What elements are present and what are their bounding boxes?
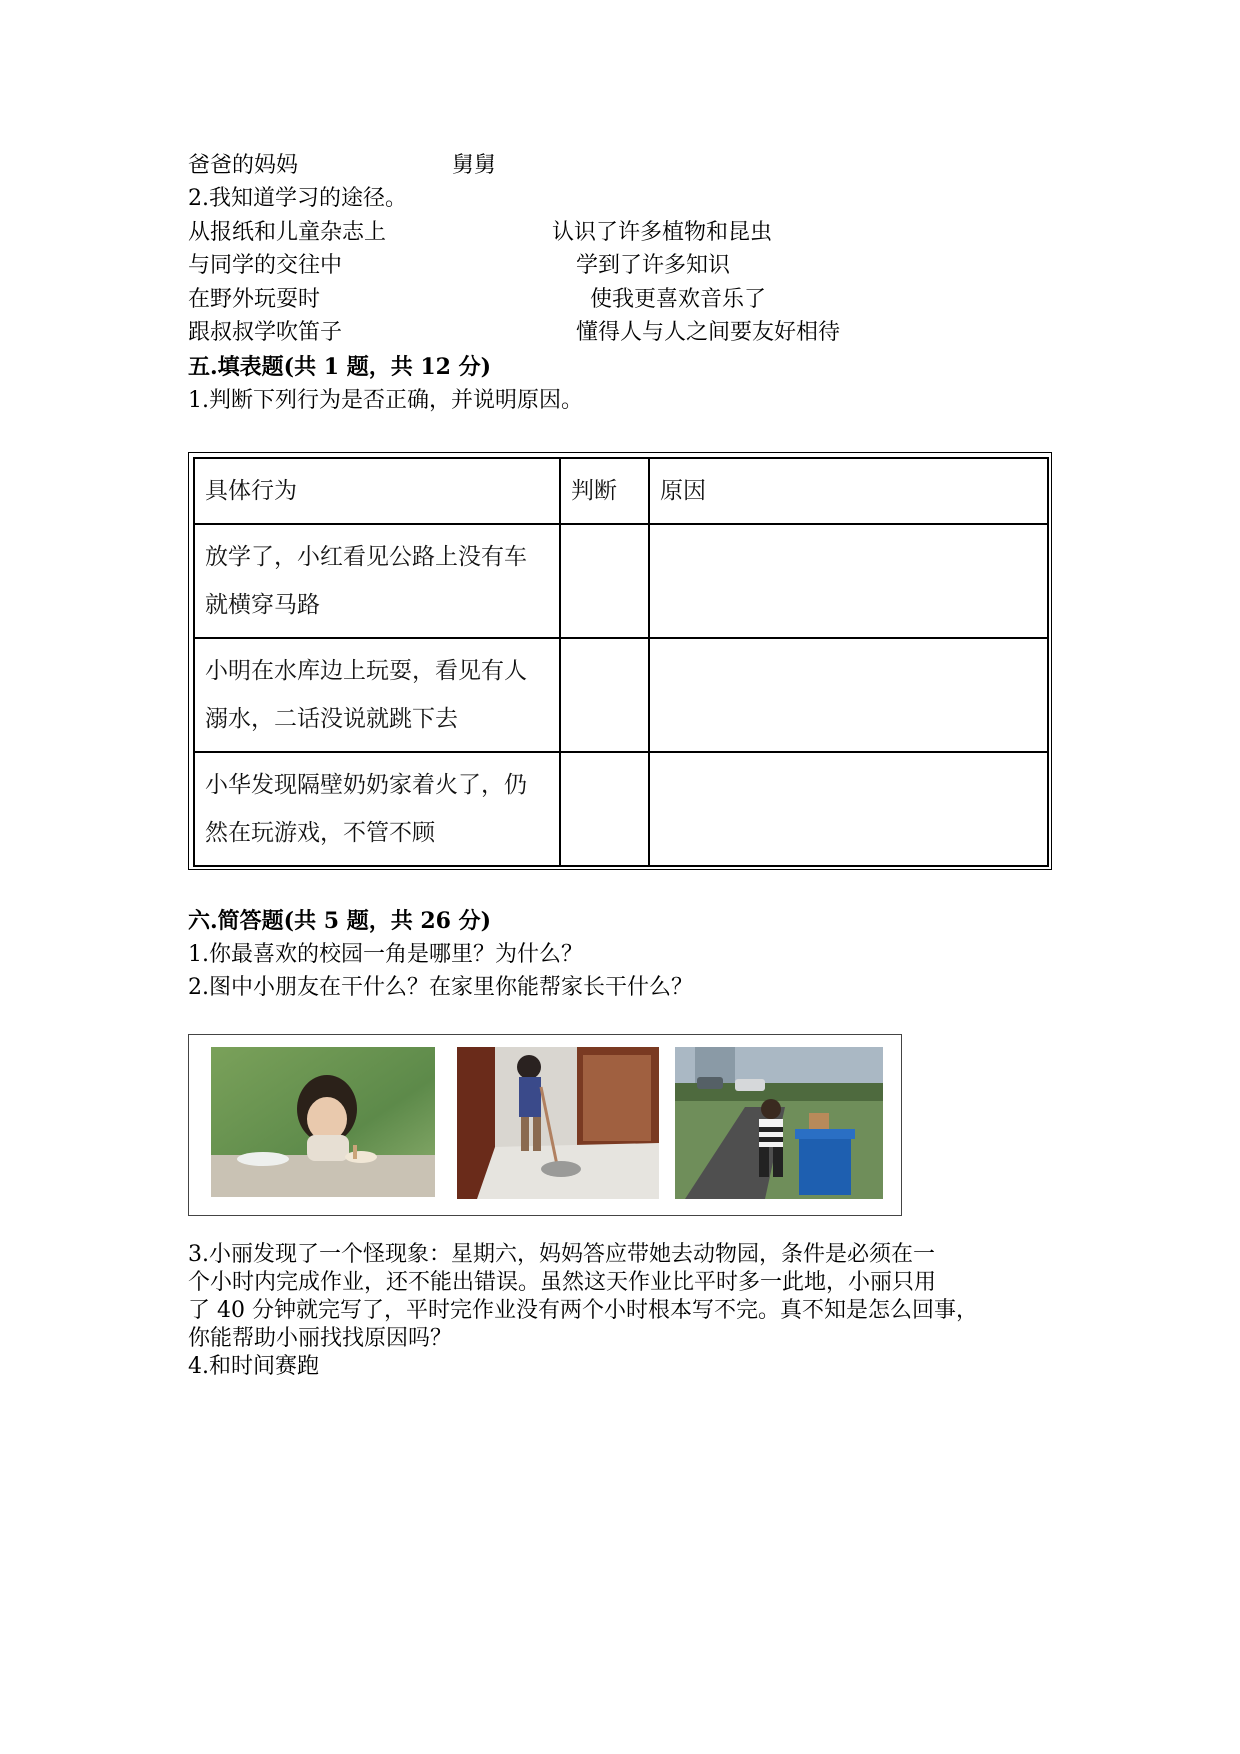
behavior-line: 然在玩游戏，不管不顾 <box>205 820 435 846</box>
section-5-heading: 五.填表题(共 1 题，共 12 分) <box>188 354 492 380</box>
judgment-cell[interactable] <box>560 524 649 638</box>
behavior-line: 溺水，二话没说就跳下去 <box>205 706 458 732</box>
section-6-question-3-line-3: 了 40 分钟就完写了，平时完作业没有两个小时根本写不完。真不知是怎么回事， <box>188 1298 978 1323</box>
table-row <box>194 752 1048 866</box>
header-behavior: 具体行为 <box>194 458 560 524</box>
table-row <box>194 638 1048 752</box>
match-right-2: 学到了许多知识 <box>576 253 731 278</box>
reason-cell[interactable] <box>649 638 1048 752</box>
match-left-3: 在野外玩耍时 <box>188 287 321 312</box>
photo-child-mopping <box>457 1047 659 1199</box>
match-right-1: 认识了许多植物和昆虫 <box>552 220 773 245</box>
reason-cell[interactable] <box>649 752 1048 866</box>
behavior-line: 小明在水库边上玩耍，看见有人 <box>205 658 527 684</box>
row1-right: 舅舅 <box>452 153 497 178</box>
section-6-question-3-line-1: 3.小丽发现了一个怪现象：星期六，妈妈答应带她去动物园，条件是必须在一 <box>188 1242 935 1267</box>
section-6-heading: 六.简答题(共 5 题，共 26 分) <box>188 908 492 934</box>
match-right-4: 懂得人与人之间要友好相待 <box>576 320 841 345</box>
row1-left: 爸爸的妈妈 <box>188 153 299 178</box>
header-judgment: 判断 <box>560 458 649 524</box>
match-right-3: 使我更喜欢音乐了 <box>590 287 767 312</box>
reason-cell[interactable] <box>649 524 1048 638</box>
judgment-cell[interactable] <box>560 752 649 866</box>
photo-child-trash <box>675 1047 883 1199</box>
photo-child-eating <box>211 1047 435 1197</box>
section-6-question-3-line-4: 你能帮助小丽找找原因吗？ <box>188 1326 453 1351</box>
judgment-table-frame <box>188 452 1052 870</box>
section-5-question-1: 1.判断下列行为是否正确，并说明原因。 <box>188 388 583 413</box>
table-header-row <box>194 458 1048 524</box>
section-6-question-1: 1.你最喜欢的校园一角是哪里？为什么？ <box>188 942 583 967</box>
judgment-cell[interactable] <box>560 638 649 752</box>
section-6-question-4: 4.和时间赛跑 <box>188 1354 319 1379</box>
table-row <box>194 524 1048 638</box>
judgment-table <box>193 457 1049 867</box>
section-6-question-3-line-2: 个小时内完成作业，还不能出错误。虽然这天作业比平时多一此地，小丽只用 <box>188 1270 937 1295</box>
photo-strip <box>188 1034 902 1216</box>
behavior-cell <box>194 524 560 638</box>
match-left-2: 与同学的交往中 <box>188 253 343 278</box>
match-left-4: 跟叔叔学吹笛子 <box>188 320 343 345</box>
header-reason: 原因 <box>649 458 1048 524</box>
behavior-cell <box>194 638 560 752</box>
behavior-line: 小华发现隔壁奶奶家着火了，仍 <box>205 772 527 798</box>
behavior-line: 放学了，小红看见公路上没有车 <box>205 544 527 570</box>
question-2-title: 2.我知道学习的途径。 <box>188 186 407 211</box>
behavior-cell <box>194 752 560 866</box>
section-6-question-2: 2.图中小朋友在干什么？在家里你能帮家长干什么？ <box>188 975 693 1000</box>
match-left-1: 从报纸和儿童杂志上 <box>188 220 387 245</box>
behavior-line: 就横穿马路 <box>205 592 320 618</box>
